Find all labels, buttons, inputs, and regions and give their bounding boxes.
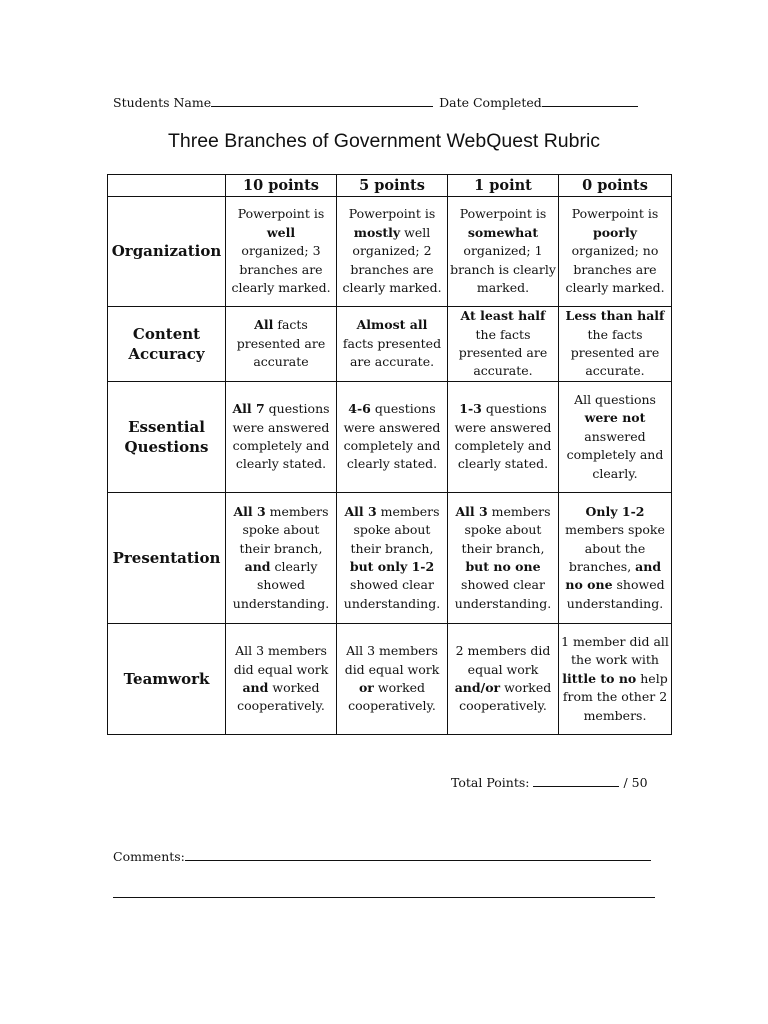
- cell-text: well organized; 2 branches are clearly marked.: [342, 224, 442, 296]
- rubric-row-organization: [108, 197, 672, 307]
- cell-text: members spoke about their branch,: [239, 503, 329, 556]
- cell-text: organized; 3 branches are clearly marked.: [231, 243, 331, 296]
- column-header: 1 point: [448, 175, 559, 197]
- rubric-table: [107, 174, 672, 735]
- criterion-label: Teamwork: [108, 624, 226, 735]
- column-header: 5 points: [337, 175, 448, 197]
- cell-text: organized; 1 branch is clearly marked.: [450, 243, 556, 296]
- cell-text: facts presented are accurate.: [342, 335, 442, 370]
- cell-text-bold: All: [254, 317, 274, 333]
- rubric-cell: [226, 493, 337, 624]
- cell-text: Powerpoint is: [571, 206, 659, 222]
- cell-text: 1 member did all the work with: [561, 633, 669, 668]
- total-points-max: / 50: [623, 775, 648, 790]
- rubric-header-row: [108, 175, 672, 197]
- cell-text-bold: and/or: [454, 680, 501, 695]
- rubric-cell: [448, 382, 559, 493]
- cell-text-bold: At least half: [460, 308, 546, 324]
- rubric-cell: [337, 197, 448, 307]
- rubric-cell: [448, 624, 559, 735]
- cell-text: questions were answered completely and clearly stated.: [343, 401, 441, 472]
- cell-text-bold: All 3: [233, 503, 266, 519]
- header-corner: [108, 175, 226, 197]
- cell-text: questions were answered completely and clearly stated.: [232, 401, 330, 472]
- cell-text: All 3 members did equal work: [344, 643, 440, 677]
- cell-text-bold: poorly: [592, 224, 637, 240]
- cell-text-bold: mostly: [353, 224, 401, 240]
- comments-line: [113, 848, 651, 864]
- rubric-cell: [337, 493, 448, 624]
- rubric-cell: [559, 307, 672, 382]
- rubric-cell: [448, 197, 559, 307]
- rubric-row-presentation: [108, 493, 672, 624]
- total-points: [451, 774, 648, 790]
- cell-text: worked cooperatively.: [348, 680, 436, 714]
- cell-text-bold: Less than half: [565, 308, 665, 324]
- page-title: Three Branches of Government WebQuest Rubric: [167, 130, 601, 152]
- cell-text: members spoke about their branch,: [350, 503, 440, 556]
- rubric-row-content-accuracy: [108, 307, 672, 382]
- cell-text-bold: somewhat: [467, 224, 539, 240]
- cell-text: 2 members did equal work: [455, 643, 551, 677]
- rubric-cell: [226, 382, 337, 493]
- cell-text: organized; no branches are clearly marked.: [565, 243, 665, 296]
- rubric-cell: [448, 493, 559, 624]
- cell-text-bold: All 3: [455, 503, 488, 519]
- total-points-label: Total Points:: [451, 775, 530, 790]
- rubric-cell: [226, 307, 337, 382]
- cell-text-bold: and no one: [565, 559, 662, 593]
- cell-text-bold: well: [266, 224, 296, 240]
- rubric-cell: [226, 624, 337, 735]
- cell-text-bold: 1-3: [459, 401, 482, 417]
- student-name-label: Students Name: [113, 95, 212, 110]
- cell-text-bold: but no one: [465, 559, 541, 574]
- cell-text: help from the other 2 members.: [562, 670, 668, 723]
- cell-text: All 3 members did equal work: [233, 643, 329, 677]
- comments-label: Comments:: [113, 849, 185, 864]
- cell-text-bold: Only 1-2: [585, 503, 645, 519]
- cell-text: Powerpoint is: [459, 206, 547, 222]
- rubric-cell: [559, 493, 672, 624]
- cell-text-bold: Almost all: [356, 317, 428, 333]
- rubric-cell: [226, 197, 337, 307]
- criterion-label: Organization: [108, 197, 226, 307]
- total-points-field[interactable]: [533, 774, 619, 787]
- cell-text: showed clear understanding.: [454, 577, 552, 611]
- cell-text-bold: and: [244, 559, 271, 574]
- comments-field[interactable]: [185, 848, 651, 861]
- cell-text-bold: All 7: [232, 401, 265, 417]
- column-header: 10 points: [226, 175, 337, 197]
- rubric-row-essential-questions: [108, 382, 672, 493]
- cell-text: showed understanding.: [566, 577, 665, 611]
- cell-text: questions were answered completely and clearly stated.: [454, 401, 552, 472]
- cell-text: answered completely and clearly.: [566, 428, 664, 481]
- date-completed-label: Date Completed: [439, 95, 542, 110]
- student-info-line: [113, 94, 638, 110]
- rubric-cell: [337, 307, 448, 382]
- cell-text: Powerpoint is: [237, 206, 325, 222]
- criterion-label: Content Accuracy: [108, 307, 226, 382]
- comments-field-line-2[interactable]: [113, 897, 655, 898]
- cell-text: the facts presented are accurate.: [570, 326, 660, 379]
- student-name-field[interactable]: [211, 94, 433, 107]
- cell-text: showed clear understanding.: [343, 577, 441, 611]
- criterion-label: Essential Questions: [108, 382, 226, 493]
- cell-text-bold: but only 1-2: [349, 559, 435, 574]
- cell-text: All questions: [574, 391, 656, 407]
- cell-text-bold: little to no: [562, 670, 637, 686]
- cell-text: worked cooperatively.: [459, 680, 552, 714]
- column-header: 0 points: [559, 175, 672, 197]
- rubric-cell: [559, 197, 672, 307]
- rubric-cell: [448, 307, 559, 382]
- rubric-cell: [559, 382, 672, 493]
- cell-text-bold: 4-6: [348, 401, 371, 417]
- cell-text: worked cooperatively.: [237, 680, 325, 714]
- cell-text-bold: or: [358, 680, 374, 695]
- cell-text-bold: and: [242, 680, 269, 695]
- cell-text: members spoke about their branch,: [461, 503, 551, 556]
- rubric-cell: [337, 382, 448, 493]
- cell-text: the facts presented are accurate.: [458, 326, 548, 379]
- rubric-cell: [559, 624, 672, 735]
- cell-text: members spoke about the branches,: [565, 522, 665, 574]
- cell-text: Powerpoint is: [348, 206, 436, 222]
- cell-text: facts presented are accurate: [236, 317, 326, 370]
- date-completed-field[interactable]: [542, 94, 638, 107]
- criterion-label: Presentation: [108, 493, 226, 624]
- rubric-cell: [337, 624, 448, 735]
- cell-text-bold: were not: [584, 410, 646, 426]
- cell-text-bold: All 3: [344, 503, 377, 519]
- rubric-row-teamwork: [108, 624, 672, 735]
- cell-text: clearly showed understanding.: [232, 559, 330, 611]
